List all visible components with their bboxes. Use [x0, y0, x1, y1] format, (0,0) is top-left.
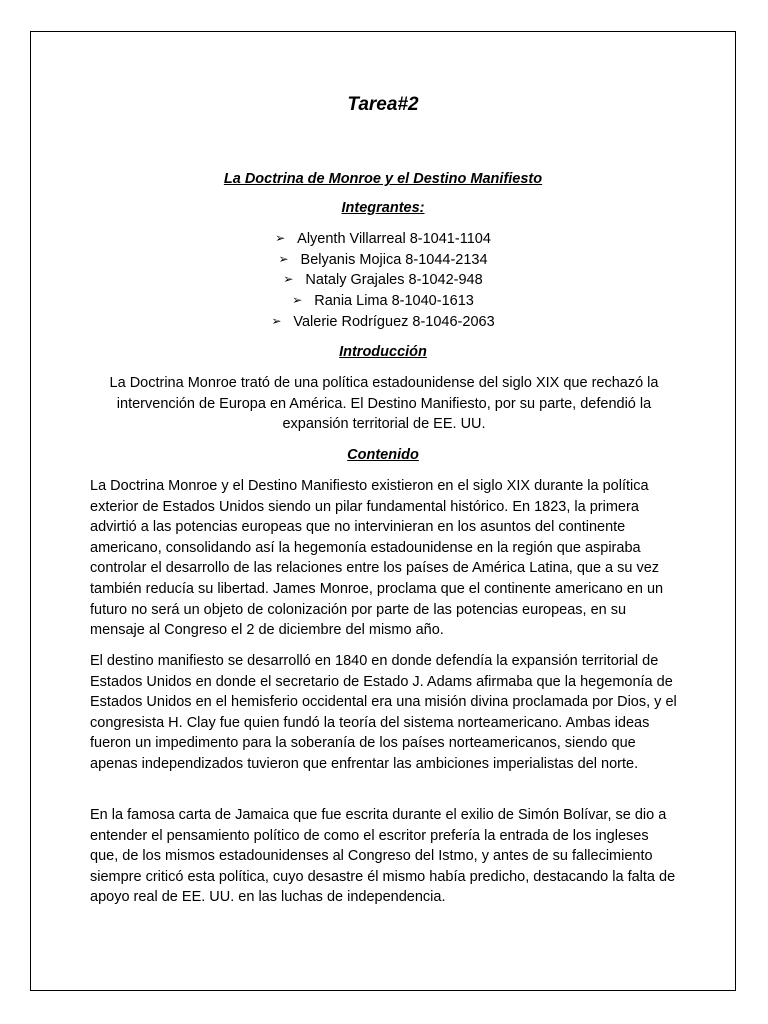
- arrowhead-bullet-icon: ➢: [271, 313, 282, 328]
- arrowhead-bullet-icon: ➢: [283, 272, 294, 287]
- list-item: ➢ Rania Lima 8-1040-1613: [31, 291, 735, 312]
- document-subtitle: La Doctrina de Monroe y el Destino Manifiesto: [223, 171, 543, 187]
- list-item: ➢ Nataly Grajales 8-1042-948: [31, 270, 735, 291]
- document-page: [30, 31, 736, 991]
- members-list: [31, 229, 735, 333]
- document-title: Tarea#2: [347, 94, 419, 115]
- list-item: ➢ Alyenth Villarreal 8-1041-1104: [31, 229, 735, 250]
- intro-paragraph: La Doctrina Monroe trató de una política estadounidense del siglo XIX que rechazó la intervención de Europa en América. El Destino Manifiesto, por su parte, defendió la expansión territorial de EE. UU.: [109, 375, 659, 433]
- arrowhead-bullet-icon: ➢: [275, 231, 286, 245]
- content-paragraph-2: El destino manifiesto se desarrolló en 1840 en donde defendía la expansión territorial de Estados Unidos en donde el secretario de Estado J. Adams afirmaba que la hegemonía de Estados Unidos en el hemisferio occidental era una misión divina proclamada por Dios, y el congresista H. Clay fue quien fundó la teoría del sistema norteamericano. Ambas ideas fueron un impedimento para la soberanía de los países norteamericanos, siendo que apenas independizados tuvieron que enfrentar las ambiciones imperialistas del norte.: [90, 653, 677, 772]
- content-heading: Contenido: [347, 447, 419, 463]
- arrowhead-bullet-icon: ➢: [292, 293, 303, 308]
- list-item: ➢ Belyanis Mojica 8-1044-2134: [31, 250, 735, 271]
- members-heading: Integrantes:: [341, 200, 425, 216]
- list-item: ➢ Valerie Rodríguez 8-1046-2063: [31, 312, 735, 333]
- intro-heading: Introducción: [339, 344, 427, 360]
- content-paragraph-3: En la famosa carta de Jamaica que fue escrita durante el exilio de Simón Bolívar, se dio a entender el pensamiento político de como el escritor prefería la entrada de los ingleses que, de los mismos estadounidenses al Congreso del Istmo, y antes de su fallecimiento siempre criticó esta política, cuyo desastre él mismo había predicho, destacando la falta de apoyo real de EE. UU. en las luchas de independencia.: [90, 807, 676, 906]
- arrowhead-bullet-icon: ➢: [278, 251, 289, 266]
- content-paragraph-1: La Doctrina Monroe y el Destino Manifiesto existieron en el siglo XIX durante la política exterior de Estados Unidos siendo un pilar fundamental histórico. En 1823, la primera advirtió a las potencias europeas que no intervinieran en los asuntos del continente americano, consolidando así la hegemonía estadounidense en la región que aspiraba controlar el desarrollo de las relaciones entre los países de América Latina, que a su vez también reducía su libertad. James Monroe, proclama que el continente americano en un futuro no será un objeto de colonización por parte de las potencias europeas, en su mensaje al Congreso el 2 de diciembre del mismo año.: [90, 478, 664, 639]
